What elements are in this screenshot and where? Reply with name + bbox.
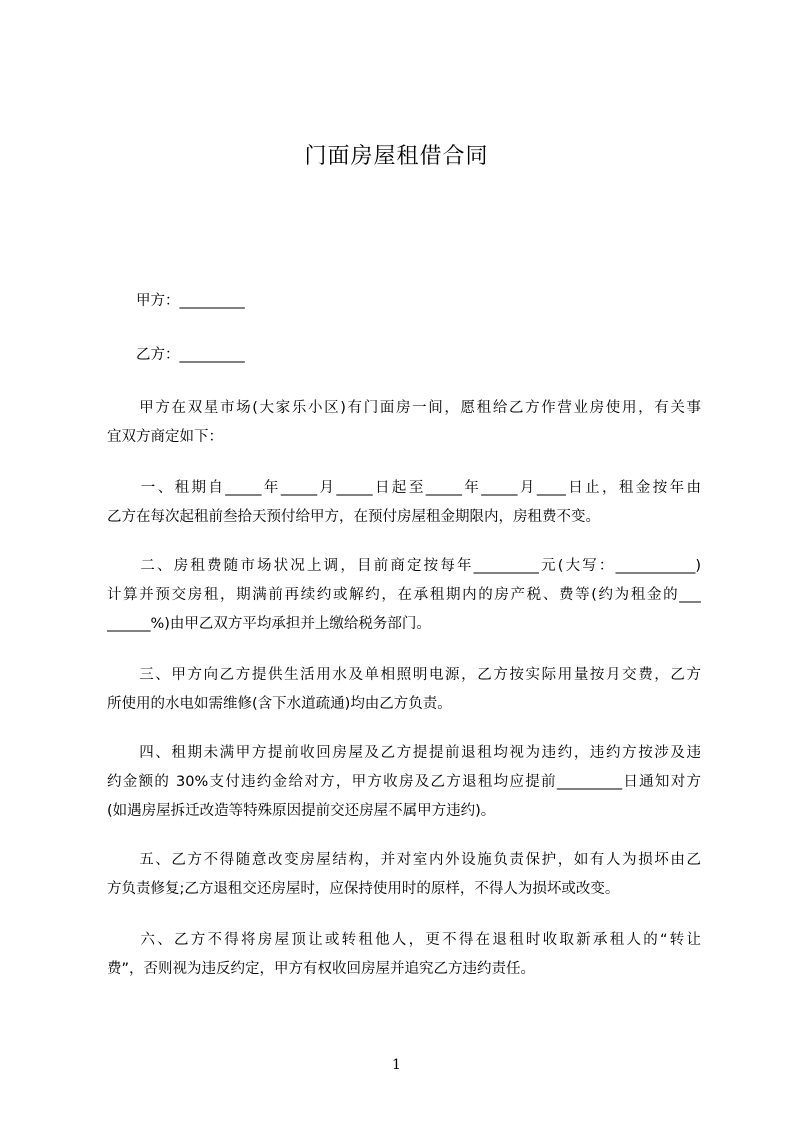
paragraph-line: (如遇房屋拆迁改造等特殊原因提前交还房屋不属甲方违约)。 — [107, 803, 496, 819]
party-a-line: 甲方：_________ — [136, 293, 245, 309]
document-title: 门面房屋租借合同 — [304, 144, 489, 169]
clause-1 — [107, 474, 701, 532]
clause-3 — [107, 661, 701, 719]
paragraph-line: 一、租期自_____年_____月_____日起至_____年_____月____日止，租金按年由 — [107, 480, 701, 496]
paragraph-line: 五、乙方不得随意改变房屋结构，并对室内外设施负责保护，如有人为损坏由乙 — [107, 852, 701, 868]
party-b-line: 乙方：_________ — [136, 347, 245, 363]
clause-2 — [107, 552, 701, 639]
paragraph-line: 所使用的水电如需维修(含下水道疏通)均由乙方负责。 — [107, 696, 452, 712]
clause-5 — [107, 846, 701, 904]
clause-4 — [107, 739, 701, 826]
paragraph-line: 方负责修复;乙方退租交还房屋时，应保持使用时的原样，不得人为损坏或改变。 — [107, 881, 620, 897]
paragraph-line: 甲方在双星市场(大家乐小区)有门面房一间，愿租给乙方作营业房使用，有关事 — [107, 400, 701, 416]
paragraph-line: 费”，否则视为违反约定，甲方有权收回房屋并追究乙方违约责任。 — [107, 961, 536, 977]
paragraph-line: 乙方在每次起租前叁拾天预付给甲方，在预付房屋租金期限内，房租费不变。 — [107, 509, 600, 525]
paragraph-line: 二、房租费随市场状况上调，目前商定按每年_________元(大写：___________) — [107, 558, 701, 574]
paragraph-line: 三、甲方向乙方提供生活用水及单相照明电源，乙方按实际用量按月交费，乙方 — [107, 667, 701, 683]
intro-paragraph — [107, 394, 701, 452]
paragraph-line: 六、乙方不得将房屋顶让或转租他人，更不得在退租时收取新承租人的“转让 — [107, 932, 701, 948]
page-number: 1 — [392, 1057, 401, 1073]
paragraph-line: 宜双方商定如下： — [107, 429, 223, 445]
paragraph-line: ______%)由甲乙双方平均承担并上缴给税务部门。 — [107, 616, 431, 632]
paragraph-line: 约金额的 30%支付违约金给对方，甲方收房及乙方退租均应提前_________日通知对方 — [107, 774, 701, 790]
paragraph-line: 计算并预交房租，期满前再续约或解约，在承租期内的房产税、费等(约为租金的___ — [107, 587, 701, 603]
paragraph-line: 四、租期未满甲方提前收回房屋及乙方提提前退租均视为违约，违约方按涉及违 — [107, 745, 701, 761]
clause-6 — [107, 926, 701, 984]
